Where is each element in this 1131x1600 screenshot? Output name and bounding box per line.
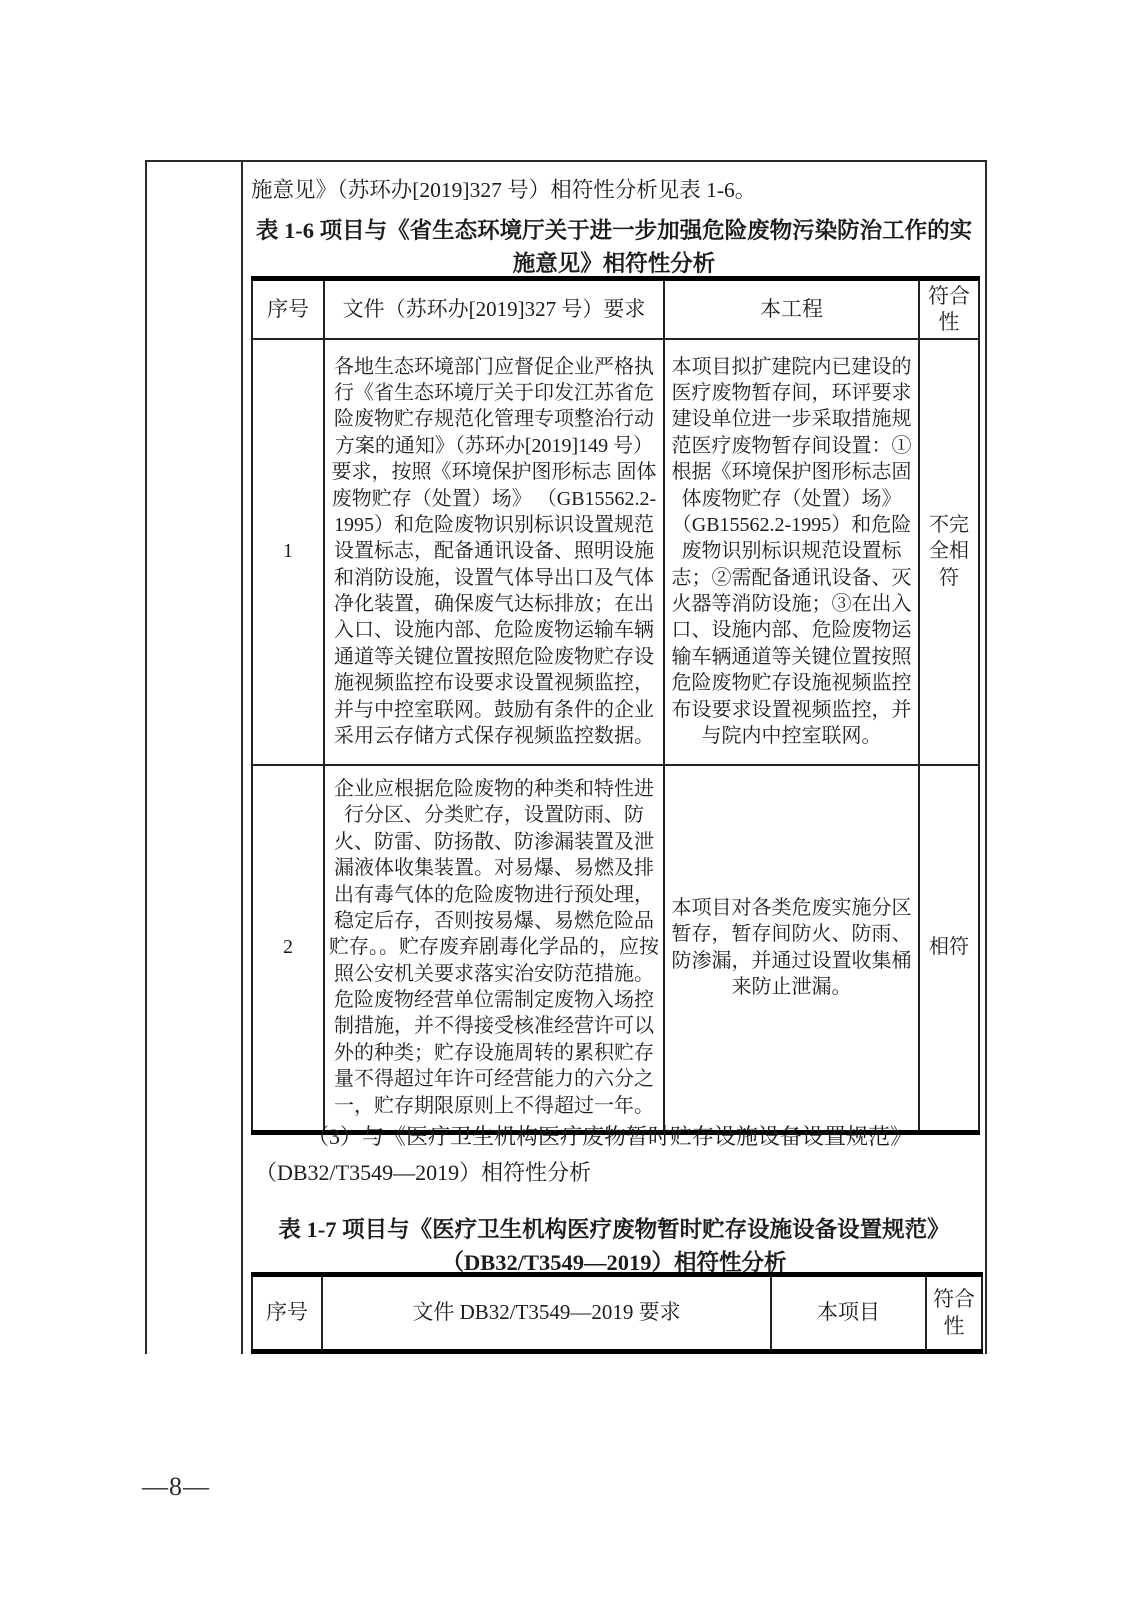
table-1-6-header-project: 本工程: [664, 279, 919, 339]
cell-project: 本项目拟扩建院内已建设的医疗废物暂存间，环评要求建设单位进一步采取措施规范医疗废物暂存间设置：①根据《环境保护图形标志固体废物贮存（处置）场》（GB15562.2-1995）和危险废物识别标识规范设置标志；②需配备通讯设备、灭火器等消防设施；③在出入口、设施内部、危险废物运输车辆通道等关键位置按照危险废物贮存设施视频监控布设要求设置视频监控，并与院内中控室联网。: [664, 339, 919, 765]
cell-requirement: 企业应根据危险废物的种类和特性进行分区、分类贮存，设置防雨、防火、防雷、防扬散、防渗漏装置及泄漏液体收集装置。对易爆、易燃及排出有毒气体的危险废物进行预处理，稳定后存，否则按易爆、易燃危险品贮存。。贮存废弃剧毒化学品的，应按照公安机关要求落实治安防范措施。危险废物经营单位需制定废物入场控制措施，并不得接受核准经营许可以外的种类；贮存设施周转的累积贮存量不得超过年许可经营能力的六分之一，贮存期限原则上不得超过一年。: [324, 765, 664, 1133]
table-1-6-header-compliance: 符合性: [919, 279, 979, 339]
table-1-6-header-requirement: 文件（苏环办[2019]327 号）要求: [324, 279, 664, 339]
table-1-6-header-row: [252, 279, 979, 339]
table-1-7: [251, 1272, 983, 1354]
cell-seq: 1: [252, 339, 324, 765]
intro-paragraph: 施意见》（苏环办[2019]327 号）相符性分析见表 1-6。: [251, 178, 757, 202]
table-1-7-header-requirement: 文件 DB32/T3549—2019 要求: [322, 1275, 771, 1352]
table-row: [252, 339, 979, 765]
table-1-7-header-project: 本项目: [771, 1275, 926, 1352]
cell-project: 本项目对各类危废实施分区暂存，暂存间防火、防雨、防渗漏，并通过设置收集桶来防止泄漏。: [664, 765, 919, 1133]
content-frame: [145, 160, 987, 1354]
table-1-6-title-line2: 施意见》相符性分析: [512, 251, 716, 276]
table-row: [252, 765, 979, 1133]
table-1-7-title-line1: 表 1-7 项目与《医疗卫生机构医疗废物暂时贮存设施设备设置规范》: [278, 1217, 950, 1242]
cell-compliance: 相符: [919, 765, 979, 1133]
section-3-heading-line1: （3）与《医疗卫生机构医疗废物暂时贮存设施设备设置规范》: [307, 1124, 913, 1149]
frame-divider-line: [241, 162, 243, 1354]
table-1-7-header-row: [252, 1275, 982, 1352]
table-1-6-title-line1: 表 1-6 项目与《省生态环境厅关于进一步加强危险废物污染防治工作的实: [255, 218, 973, 243]
cell-requirement: 各地生态环境部门应督促企业严格执行《省生态环境厅关于印发江苏省危险废物贮存规范化管理专项整治行动方案的通知》（苏环办[2019]149 号）要求，按照《环境保护图形标志 固体废物贮存（处置）场》 （GB15562.2-1995）和危险废物识别标识设置规范设置标志，配备通讯设备、照明设施和消防设施，设置气体导出口及气体净化装置，确保废气达标排放；在出入口、设施内部、危险废物运输车辆通道等关键位置按照危险废物贮存设施视频监控布设要求设置视频监控，并与中控室联网。鼓励有条件的企业采用云存储方式保存视频监控数据。: [324, 339, 664, 765]
cell-seq: 2: [252, 765, 324, 1133]
table-1-7-header-compliance: 符合性: [926, 1275, 982, 1352]
table-1-7-header-seq: 序号: [252, 1275, 322, 1352]
table-1-6: [251, 276, 980, 1135]
section-3-heading-line2: （DB32/T3549—2019）相符性分析: [255, 1160, 592, 1185]
table-1-7-title-line2: （DB32/T3549—2019）相符性分析: [441, 1250, 787, 1275]
page-number: —8—: [142, 1472, 210, 1501]
cell-compliance: 不完全相符: [919, 339, 979, 765]
table-1-6-header-seq: 序号: [252, 279, 324, 339]
table-1-6-title: [247, 214, 981, 280]
table-1-7-title: [247, 1213, 981, 1279]
